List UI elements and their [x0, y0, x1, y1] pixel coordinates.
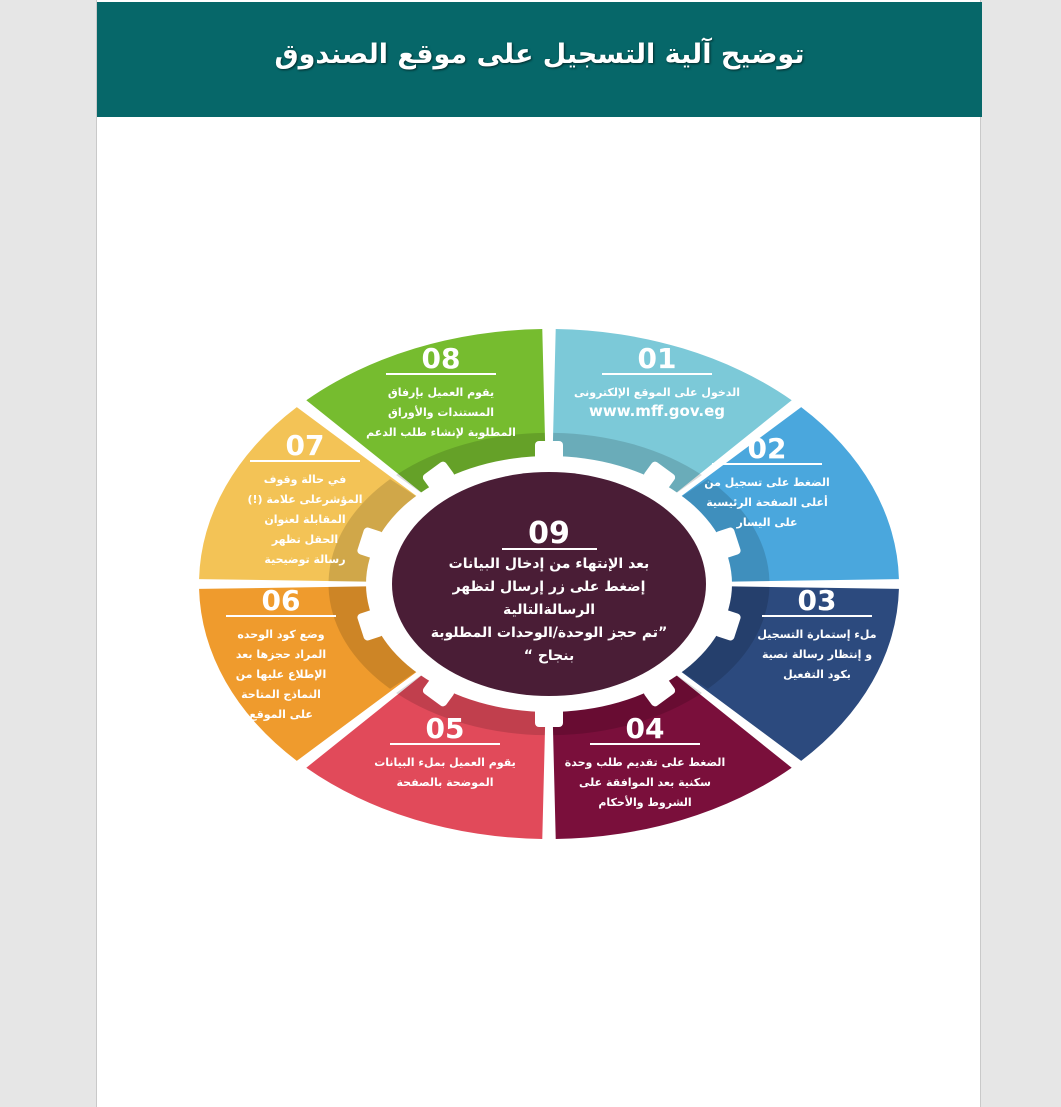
step-04-text-line: سكنية بعد الموافقة على — [579, 776, 711, 789]
step-03-text-line: بكود التفعيل — [783, 668, 851, 681]
step-05-number: 05 — [425, 712, 465, 745]
document-page — [96, 0, 981, 1107]
step-08-text-line: المطلوبة لإنشاء طلب الدعم — [366, 426, 516, 439]
center-line-4: ”تم حجز الوحدة/الوحدات المطلوبة — [430, 625, 668, 641]
step-06-text-line: المراد حجزها بعد — [235, 648, 327, 661]
step-02-text-line: على اليسار — [736, 516, 798, 529]
step-08-number: 08 — [421, 342, 461, 375]
step-06-text-line: النماذج المتاحة — [241, 688, 321, 701]
step-07-text-line: رسالة توضيحية — [264, 553, 346, 566]
step-03-number: 03 — [797, 584, 837, 617]
step-02-text-line: أعلى الصفحة الرئيسية — [706, 496, 828, 509]
step-01-text-line: الدخول على الموقع الإلكترونى — [573, 386, 741, 399]
step-05-text-line: الموضحة بالصفحة — [396, 776, 494, 789]
step-08-text-line: يقوم العميل بإرفاق — [387, 386, 495, 399]
center-line-3: الرسالةالتالية — [502, 602, 596, 618]
step-03-text-line: ملء إستمارة التسجيل — [757, 628, 877, 641]
step-06-text-line: على الموقع — [249, 708, 313, 721]
gear-tooth — [535, 441, 563, 461]
step-07-text-line: الحقل تظهر — [271, 533, 339, 546]
step-02-text-line: الضغط على تسجيل من — [704, 476, 830, 489]
registration-steps-diagram — [97, 0, 982, 1107]
step-08-text-line: المستندات والأوراق — [387, 406, 495, 419]
step-06-text-line: الإطلاع عليها من — [235, 668, 327, 681]
step-01-number: 01 — [637, 342, 677, 375]
gear-tooth — [535, 707, 563, 727]
step-06-number: 06 — [261, 584, 301, 617]
step-07-text-line: في حالة وقوف — [263, 473, 347, 486]
center-step-number: 09 — [528, 516, 570, 551]
step-02-number: 02 — [747, 432, 787, 465]
step-04-text-line: الشروط والأحكام — [598, 796, 692, 809]
step-04-number: 04 — [625, 712, 665, 745]
step-01-text-line: www.mff.gov.eg — [589, 402, 725, 420]
step-05-text-line: يقوم العميل بملء البيانات — [374, 756, 516, 769]
step-07-text-line: المؤشرعلى علامة (!) — [247, 493, 363, 506]
step-07-number: 07 — [285, 429, 325, 462]
center-line-2: إضغط على زر إرسال لتظهر — [452, 579, 646, 595]
page-title: توضيح آلية التسجيل على موقع الصندوق — [274, 39, 805, 70]
step-04-text-line: الضغط على تقديم طلب وحدة — [564, 756, 726, 769]
step-07-text-line: المقابلة لعنوان — [264, 513, 346, 526]
step-06-text-line: وضع كود الوحده — [237, 628, 325, 641]
center-line-5: بنجاح “ — [523, 648, 575, 664]
step-03-text-line: و إنتظار رسالة نصية — [761, 648, 873, 661]
center-line-1: بعد الإنتهاء من إدخال البيانات — [448, 556, 650, 572]
